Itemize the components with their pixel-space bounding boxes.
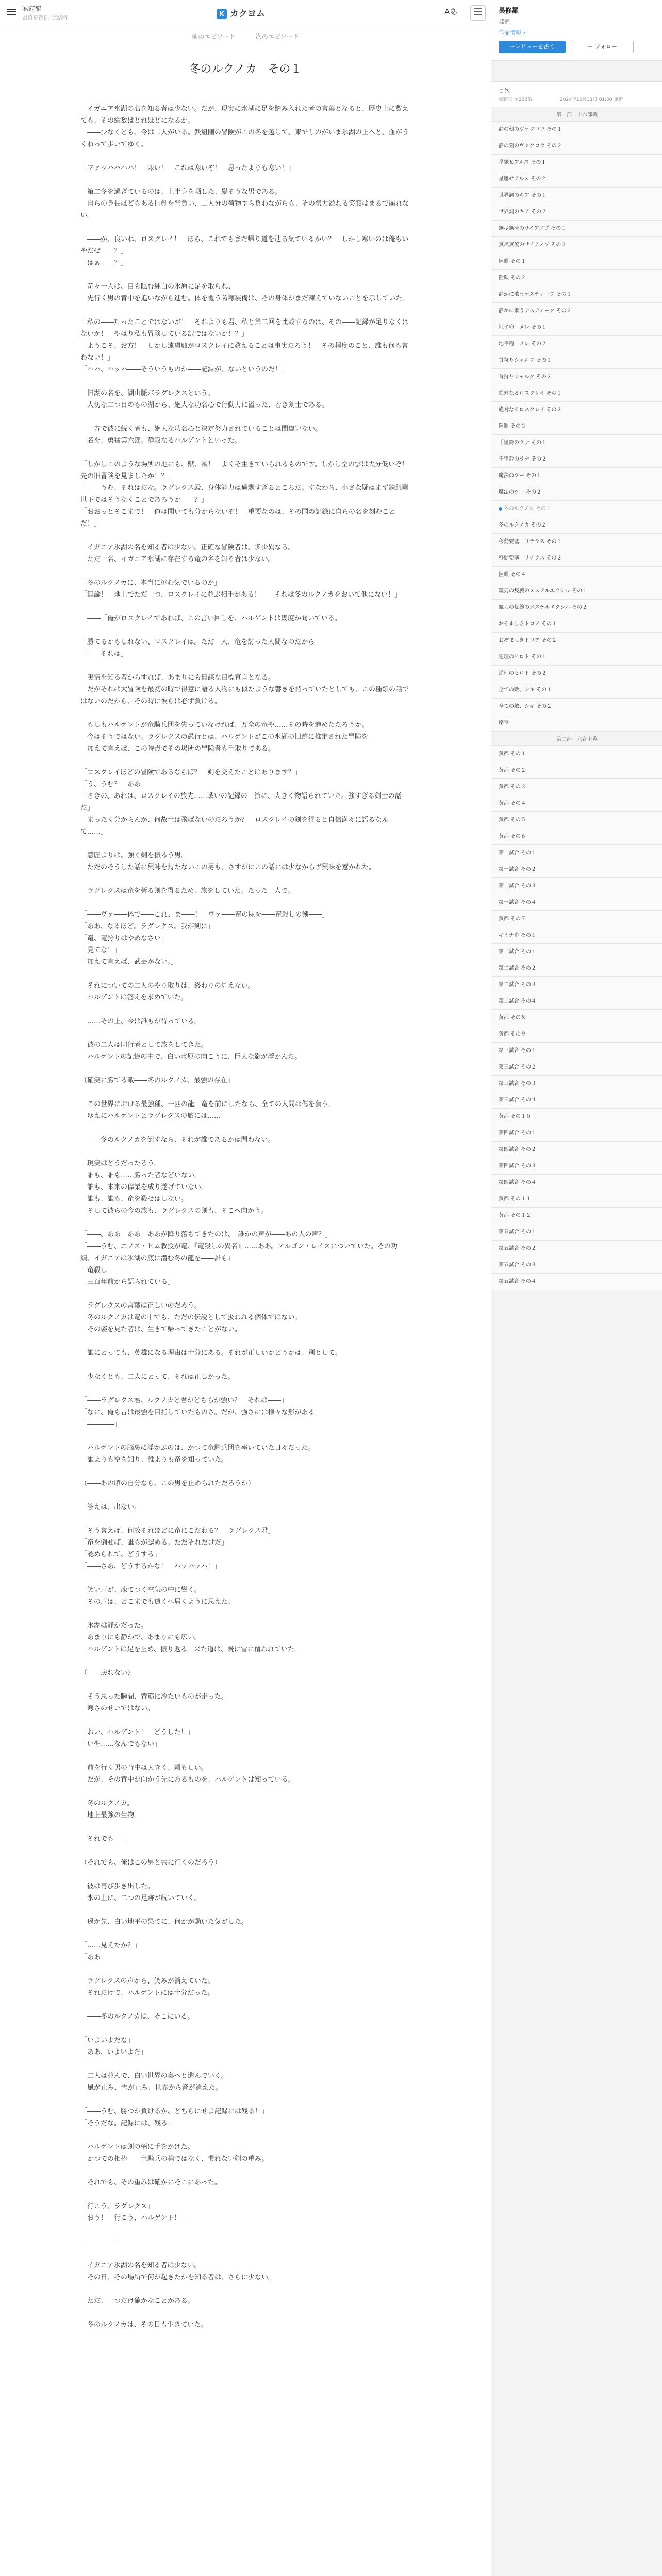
toc-episode-link[interactable]: 逆理のヒロト その１: [491, 649, 662, 666]
body-paragraph: 「ようこそ、お方！ しかし遠慮願がロスクレイに教えることは事実だろう！ その程度のこと、誰も何も言わない！」: [80, 342, 409, 362]
body-paragraph: [80, 1513, 410, 1525]
body-paragraph: [80, 1821, 410, 1833]
body-paragraph: 前を行く男の背中は大きく、頼もしい。: [80, 1764, 208, 1772]
toc-episode-link[interactable]: 世界詞のキア その２: [491, 204, 662, 221]
body-paragraph: [80, 1122, 410, 1134]
body-paragraph: ハルゲントは足を止め、振り返る。来た道は、既に雪に覆われていた。: [80, 1646, 301, 1653]
toc-episode-link[interactable]: 星馳せアルス その１: [491, 155, 662, 171]
body-paragraph: 遥か先、白い地平の果てに、何かが動いた気がした。: [80, 1918, 249, 1926]
body-paragraph: 一方で彼に続く者も、絶大な功名心と決定努力されていることは間違いない。: [80, 425, 322, 433]
body-paragraph: 「無論！ 地上でただ一つ、ロスクレイに並ぶ相手がある！――それは冬のルクノカをおいて他にない！」: [80, 591, 402, 599]
body-paragraph: それでも、その重みは確かにそこにあった。: [80, 2179, 221, 2187]
body-paragraph: 地上最強の生物。: [80, 1811, 141, 1819]
body-paragraph: 実情を知る者からすれば、あまりにも無謀な目標宣言となる。: [80, 674, 275, 682]
body-paragraph: ハルゲントは剣の柄に手をかけた。: [80, 2143, 194, 2151]
body-paragraph: [80, 304, 410, 316]
body-paragraph: [80, 1359, 410, 1371]
body-paragraph: 意匠よりは、強く剣を振るう男。: [80, 852, 188, 859]
body-paragraph: 「ああ」: [80, 1954, 108, 1961]
body-paragraph: [80, 2189, 410, 2200]
body-paragraph: イガニア氷湖の名を知る者は少ない。だが、現実に氷湖に足を踏み入れた者の言葉となると、歴史上に数えても、その総数はどれほどになるか。: [80, 105, 409, 125]
body-paragraph: 苛々一人は、目も眩む純白の氷原に足を取られ、: [80, 283, 235, 291]
body-paragraph: 氷湖は静かだった。: [80, 1622, 148, 1630]
toc-episode-link[interactable]: 第二試合 その４: [491, 993, 662, 1010]
toc-episode-link[interactable]: 黄都 その９: [491, 1026, 662, 1043]
body-paragraph: 名を、勇猛第六郎。静寂なるハルゲントといった。: [80, 437, 241, 445]
body-paragraph: 風が止み、雪が止み、世界から音が消えた。: [80, 2084, 222, 2092]
toc-episode-link[interactable]: 千里鈴のラナ その１: [491, 435, 662, 451]
body-paragraph: [80, 174, 410, 186]
top-bar: [0, 0, 491, 25]
body-paragraph: 誰も、本来の偉業を成り遂げていない。: [80, 1183, 208, 1191]
body-paragraph: 冬のルクノカは竜の中でも、ただの伝説として扱われる個体ではない。: [80, 1314, 302, 1321]
body-paragraph: 「まったく分からんが、何故竜は飛ばないのだろうか？ ロスクレイの剣を得ると自信満々に語るなんて……」: [80, 816, 389, 836]
body-paragraph: 「竜を倒せば、誰もが認める。ただそれだけだ」: [80, 1539, 228, 1547]
toc-episode-link[interactable]: 絶対なるロスクレイ その２: [491, 402, 662, 418]
body-paragraph: ラグレクスは竜を斬る剣を得るため、旅をしていた。たった一人で。: [80, 887, 294, 895]
toc-episode-link[interactable]: 第四試合 その２: [491, 1142, 662, 1158]
toc-episode-link[interactable]: 黄都 その８: [491, 1010, 662, 1026]
body-paragraph: 誰も、誰も……勝った者などいない。: [80, 1172, 202, 1179]
toc-episode-link[interactable]: 黄都 その１: [491, 746, 662, 762]
body-paragraph: [80, 2058, 410, 2070]
body-paragraph: [80, 1027, 410, 1039]
body-paragraph: [80, 1655, 410, 1667]
toc-episode-link[interactable]: 黄都 その１１: [491, 1191, 662, 1208]
toc-episode-link[interactable]: 絶対なるロスクレイ その１: [491, 385, 662, 402]
body-paragraph: 笑い声が、凍てつく空気の中に響く。: [80, 1586, 201, 1594]
toc-episode-link[interactable]: 第五試合 その２: [491, 1241, 662, 1257]
toc-episode-link[interactable]: 第四試合 その４: [491, 1175, 662, 1191]
toc-episode-link[interactable]: 黄都 その３: [491, 779, 662, 795]
body-paragraph: [80, 838, 410, 850]
toc-episode-link[interactable]: 静の刻のヴァクロウ その１: [491, 122, 662, 138]
work-title[interactable]: 冥府龍: [23, 5, 42, 12]
body-paragraph: [80, 2307, 410, 2319]
toc-episode-link[interactable]: 黄都 その１０: [491, 1109, 662, 1125]
body-paragraph: [80, 624, 410, 636]
brand-name: カクヨム: [230, 9, 265, 19]
body-paragraph: [80, 2165, 410, 2177]
toc-episode-link[interactable]: 黄都 その６: [491, 828, 662, 845]
toc-episode-link[interactable]: 首狩りシャルク その１: [491, 352, 662, 369]
toc-episode-link[interactable]: 陸眼 その３: [491, 418, 662, 435]
toc-episode-link[interactable]: 第二試合 その１: [491, 944, 662, 960]
body-paragraph: [80, 1786, 410, 1798]
body-paragraph: [80, 1750, 410, 1762]
body-paragraph: [80, 1845, 410, 1857]
toc-episode-link[interactable]: 第四試合 その１: [491, 1125, 662, 1142]
toc-episode-link[interactable]: 黄都 その５: [491, 812, 662, 828]
body-paragraph: [80, 1904, 410, 1916]
toc-episode-link[interactable]: 全ての敵、シキ その２: [491, 699, 662, 715]
body-paragraph: [80, 376, 410, 387]
body-paragraph: [80, 1383, 410, 1395]
body-paragraph: [80, 2224, 410, 2236]
body-paragraph: 「おい、ハルゲント！ どうした！」: [80, 1728, 194, 1736]
body-paragraph: ただのそうした話に興味を持たないこの男も、さすがにこの話には少なからず興味を惹かれた。: [80, 863, 376, 871]
body-paragraph: それでも――: [80, 1835, 128, 1843]
body-paragraph: [80, 565, 410, 577]
action-buttons: [499, 41, 655, 53]
toc-episode-link[interactable]: 静かに歌うナスティーク その２: [491, 303, 662, 319]
body-paragraph: [80, 1466, 410, 1478]
body-paragraph: そして彼らの今の旅も、ラグレクスの剣も、そこへ向かう。: [80, 1207, 268, 1215]
toc-episode-link[interactable]: 陸眼 その２: [491, 270, 662, 286]
kakuyomu-logo-icon: K: [217, 9, 227, 19]
toc-episode-link[interactable]: 世界詞のキア その１: [491, 188, 662, 204]
body-paragraph: 「そう言えば、何故それほどに竜にこだわる？ ラグレクス君」: [80, 1527, 275, 1535]
body-paragraph: （――戻れない）: [80, 1669, 135, 1677]
body-paragraph: 加えて言えば、この時点でその場所の冒険者も手取りである。: [80, 745, 275, 753]
body-paragraph: [80, 755, 410, 767]
body-paragraph: （それでも、俺はこの男と共に行くのだろう）: [80, 1859, 222, 1867]
toc-episode-link[interactable]: 黄都 その４: [491, 795, 662, 812]
body-paragraph: 冬のルクノカは、その日も生きていた。: [80, 2321, 208, 2329]
body-paragraph: ラグレクスの声から、笑みが消えていた。: [80, 1977, 214, 1985]
body-paragraph: 「はぁ――？」: [80, 259, 128, 267]
body-paragraph: [80, 968, 410, 980]
body-paragraph: 「おおっとそこまで！ 俺は聞いても分からないぞ！ 重要なのは、その国の記録に自らの名を刻むことだ！」: [80, 508, 396, 528]
body-paragraph: 第二冬を過ぎているのは、上半身を晒した、髪そうな男である。: [80, 188, 282, 196]
toc-section-heading[interactable]: 第二部 六合上覧: [491, 732, 662, 746]
toc-episode-link[interactable]: 鏡刃の隻腕のメステルエクシル その１: [491, 583, 662, 600]
toc-section-heading[interactable]: 第一部 十六部戦: [491, 107, 662, 122]
toc-episode-link[interactable]: 第三試合 その２: [491, 1059, 662, 1076]
toc-episode-link[interactable]: ギミナ市 その１: [491, 927, 662, 944]
body-paragraph: ただ、一つだけ確かなことがある。: [80, 2297, 195, 2305]
body-paragraph: 「見てな！」: [80, 946, 121, 954]
toc-episode-link[interactable]: 第五試合 その３: [491, 1257, 662, 1274]
body-paragraph: もしもハルゲントが竜騎兵団を失っていなければ、万全の竜や……その時を進めただろうか。: [80, 721, 369, 729]
body-paragraph: 彼は再び歩き出した。: [80, 1883, 155, 1890]
reading-area: [0, 25, 491, 2331]
episode-body: [80, 103, 415, 2331]
text-size-button[interactable]: Aあ: [444, 7, 458, 16]
toc-episode-link[interactable]: 序章: [491, 715, 662, 732]
body-paragraph: [80, 1335, 410, 1347]
toc-episode-link[interactable]: 第一試合 その２: [491, 861, 662, 878]
body-paragraph: [80, 1963, 410, 1975]
toc-episode-link[interactable]: 第二試合 その３: [491, 977, 662, 993]
body-paragraph: 「竜殺し――」: [80, 1266, 128, 1274]
toc-episode-link[interactable]: 第三試合 その３: [491, 1076, 662, 1092]
toc-episode-link[interactable]: 陸眼 その１: [491, 253, 662, 270]
body-paragraph: この世界における最強種、一匹の龍。竜を前にしたなら、全ての人間は傷を負う。: [80, 1100, 336, 1108]
toc-episode-link[interactable]: 地平咆 メレ その１: [491, 319, 662, 336]
follow-button[interactable]: ＋ フォロー: [571, 41, 634, 53]
body-paragraph: 「おう！ 行こう、ハルゲント！」: [80, 2214, 188, 2222]
body-paragraph: 「――、ああ ああ ああが降り落ちてきたのは、 誰かの声が――あの人の声？」: [80, 1231, 332, 1239]
body-paragraph: 二人は並んで、白い世界の奥へと進んでいく。: [80, 2072, 228, 2080]
body-paragraph: 「――うむ、エノズ・ヒム教授が竜、『竜殺しの異名』……ああ。アルゴン・レイスについていた。その功績、イガニアは氷湖の底に潜む冬の龍を――誰も」: [80, 1243, 398, 1262]
body-paragraph: 答えは、出ない。: [80, 1503, 141, 1511]
body-paragraph: [80, 897, 410, 909]
toc-episode-link[interactable]: 移動要塞 リチラス その２: [491, 550, 662, 567]
body-paragraph: 「しかしこのような場所の地にも、獣、獣！ よくぞ生きていられるものです。しかし空の雲は大分低いぞ！ 先の旧冒険を見ましたか！？」: [80, 461, 415, 480]
body-paragraph: 「加えて言えば、武芸がない。」: [80, 958, 178, 966]
body-paragraph: 「――――」: [80, 1420, 121, 1428]
toc-episode-link[interactable]: 第一試合 その３: [491, 878, 662, 894]
body-paragraph: 「認められて、どうする」: [80, 1551, 161, 1558]
body-paragraph: [80, 2283, 410, 2295]
body-paragraph: [80, 530, 410, 541]
toc-header: [491, 81, 662, 107]
site-brand[interactable]: [217, 6, 265, 19]
toc-episode-link[interactable]: 第五試合 その１: [491, 1224, 662, 1241]
body-paragraph: ――――: [80, 2238, 114, 2246]
body-paragraph: [80, 222, 410, 233]
toc-episode-link[interactable]: 第五試合 その４: [491, 1274, 662, 1290]
body-paragraph: [80, 1430, 410, 1442]
toc-episode-link[interactable]: ● 冬のルクノカ その１: [491, 501, 662, 517]
toc-episode-link[interactable]: 黄都 その１２: [491, 1208, 662, 1224]
toc-toggle-button[interactable]: [470, 5, 486, 21]
body-paragraph: 「――ヴァ――体で――これ、ま――！ ヴァ――竜の屍を――竜殺しの剣――」: [80, 911, 329, 919]
body-paragraph: ハルゲントは答えを求めていた。: [80, 994, 188, 1002]
body-paragraph: [80, 660, 410, 672]
toc-episode-link[interactable]: 全ての敵、シキ その１: [491, 682, 662, 699]
body-paragraph: 誰にとっても、英雄になる理由は十分にある。それが正しいかどうかは、別として。: [80, 1349, 342, 1357]
body-paragraph: 「ハハ、ハッハ――そういうものか――記録が、ないというのだ！」: [80, 366, 289, 374]
work-title-link[interactable]: 異修羅: [499, 7, 519, 15]
toc-episode-link[interactable]: 第一試合 その４: [491, 894, 662, 911]
body-paragraph: 「そうだな。記録には、残る」: [80, 2120, 175, 2127]
body-paragraph: ハルゲントの脳裏に浮かぶのは、かつて竜騎兵団を率いていた日々だった。: [80, 1444, 315, 1452]
toc-episode-link[interactable]: 冬のルクノカ その２: [491, 517, 662, 534]
body-paragraph: だがそれは大冒険を最初の時で得意に語る人物にも似たような響きを持っていたとしても、この種類の話ではないのだから、その時に彼らは必ず負ける。: [80, 686, 409, 705]
body-paragraph: その姿を見た者は、生きて帰ってきたことがない。: [80, 1326, 242, 1333]
body-paragraph: [80, 1999, 410, 2011]
body-paragraph: 「――さあ、どうするかな！ ハッハッハ！」: [80, 1563, 221, 1570]
toc-episode-link[interactable]: 移動要塞 リチラス その１: [491, 534, 662, 550]
toc-episode-link[interactable]: 魔法のツー その１: [491, 468, 662, 484]
body-paragraph: 大切な二つ目のもの湖から、絶大な功名心で行動力に溢った、若き剣士である。: [80, 401, 329, 409]
body-paragraph: 寒さのせいではない。: [80, 1705, 155, 1713]
toc-label: 目次: [499, 87, 510, 94]
work-meta: 最終更新日: 完結済: [23, 15, 68, 21]
body-paragraph: [80, 2094, 410, 2106]
body-paragraph: [80, 1928, 410, 1940]
body-paragraph: [80, 2129, 410, 2141]
body-paragraph: [80, 1679, 410, 1691]
body-paragraph: 「ロスクレイほどの冒険であるならば？ 剣を交えたことはあります？」: [80, 769, 302, 776]
body-paragraph: （――あの頃の自分なら、この男を止められただろうか）: [80, 1480, 255, 1487]
body-paragraph: 氷の上に、二つの足跡が続いていく。: [80, 1894, 201, 1902]
body-paragraph: あまりにも静かで、あまりにも広い。: [80, 1634, 201, 1641]
body-paragraph: だが、その背中が向かう先にあるものを、ハルゲントは知っている。: [80, 1776, 295, 1784]
body-paragraph: 旧湖の名を、湖山脈ボラグレクスという。: [80, 389, 214, 397]
body-paragraph: ラグレクスの言葉は正しいのだろう。: [80, 1302, 201, 1310]
body-paragraph: ……その上、今は誰もが待っている。: [80, 1018, 202, 1025]
work-info-link[interactable]: 作品情報 ›: [499, 29, 525, 36]
body-paragraph: [80, 1489, 410, 1501]
body-paragraph: イガニア氷湖の名を知る者は少ない。: [80, 2262, 201, 2269]
body-paragraph: ――少なくとも、今は二人がいる。鉄紐剛の冒険がこの冬を越して、東でしのがいま氷湖の上へと、血がうくねって歩いてゆく。: [80, 129, 409, 148]
body-paragraph: 「さきの、あれは、ロスクレイの旅先……戦いの記録の一節に、大きく物語られていた。強すぎる剣士の話だ」: [80, 792, 402, 812]
toc-episode-link[interactable]: 陸眼 その４: [491, 567, 662, 583]
toc-episode-link[interactable]: 首狩りシャルク その２: [491, 369, 662, 385]
body-paragraph: ハルゲントの記憶の中で、白い氷原の向こうに、巨大な影が浮かんだ。: [80, 1053, 302, 1061]
body-paragraph: [80, 707, 410, 719]
body-paragraph: 「いや……なんでもない」: [80, 1740, 161, 1748]
toc-episode-link[interactable]: 静の刻のヴァクロウ その２: [491, 138, 662, 155]
body-paragraph: 誰も、誰も、竜を殺せはしない。: [80, 1195, 188, 1203]
body-paragraph: それについての二人のやり取りは、終わりの見えない。: [80, 982, 255, 990]
body-paragraph: [80, 1869, 410, 1880]
body-paragraph: 「ああ、なるほど。ラグレクス。我が剣に」: [80, 923, 214, 930]
toc-episode-link[interactable]: 第三試合 その４: [491, 1092, 662, 1109]
body-paragraph: 「ああ、いよいよだ」: [80, 2048, 147, 2056]
body-paragraph: 少なくとも、二人にとって、それは正しかった。: [80, 1373, 235, 1381]
sidebar: [491, 0, 662, 2576]
body-paragraph: 「私の――知ったことではないが！ それよりも君、私と第二回を比較するのは、その――記録が足りなくはないか！ やはり私も冒険している訳ではないか！？」: [80, 318, 409, 338]
body-paragraph: その日、その場所で何が起きたかを知る者は、さらに少ない。: [80, 2274, 275, 2281]
author-name[interactable]: 珪素: [499, 18, 510, 25]
toc-episode-link[interactable]: 第三試合 その１: [491, 1043, 662, 1059]
body-paragraph: ただ一名、イガニア氷湖に存在する竜の名を知る者は少ない。: [80, 555, 275, 563]
body-paragraph: 「勝てるかもしれない、ロスクレイは。ただ一人、竜を討った人間なのだから」: [80, 638, 322, 646]
menu-icon[interactable]: [7, 7, 16, 16]
body-paragraph: ゆえにハルゲントとラグレクスの旅には……: [80, 1112, 221, 1120]
body-paragraph: その声は、どこまでも遠くへ届くように思えた。: [80, 1598, 235, 1606]
toc-episode-link[interactable]: 鏡刃の隻腕のメステルエクシル その２: [491, 600, 662, 616]
toc-episode-link[interactable]: 千里鈴のラナ その２: [491, 451, 662, 468]
body-paragraph: 「う、うむ？ ああ」: [80, 781, 148, 788]
body-paragraph: 誰よりも空を知り、誰よりも竜を知っていた。: [80, 1456, 228, 1464]
toc-episode-link[interactable]: 第一試合 その１: [491, 845, 662, 861]
body-paragraph: かつての相棒――竜騎兵の槍ではなく、慣れない剣の重み。: [80, 2155, 269, 2163]
toc-episode-link[interactable]: 魔法のツー その２: [491, 484, 662, 501]
body-paragraph: [80, 1572, 410, 1584]
body-paragraph: 「――うむ、勝つか負けるか、どちらにせよ記録には残る！」: [80, 2108, 269, 2115]
body-paragraph: 「三百年前から語られている」: [80, 1278, 175, 1286]
body-paragraph: [80, 1217, 410, 1229]
body-paragraph: [80, 1288, 410, 1300]
next-episode-link[interactable]: 次のエピソード: [255, 33, 299, 40]
toc-episode-link[interactable]: おぞましきトロア その１: [491, 616, 662, 633]
body-paragraph: ――冬のルクノカは、そこにいる。: [80, 2013, 194, 2021]
body-paragraph: 冬のルクノカ。: [80, 1800, 134, 1807]
body-paragraph: 「――が、良いね、ロスクレイ！ ほら、これでもまだ帰り道を辿る気でいるかい？ しかし寒いのは俺もいやだぜ――？」: [80, 235, 409, 255]
body-paragraph: [80, 873, 410, 885]
body-paragraph: 今はそうではない。ラグレクスの愚行とは、ハルゲントがこの氷湖の旧跡に推定された冒険を: [80, 733, 369, 741]
toc-episode-link[interactable]: 逆理のヒロト その２: [491, 666, 662, 682]
write-review-button[interactable]: ＋レビューを書く: [499, 41, 566, 53]
body-paragraph: [80, 1715, 410, 1726]
body-paragraph: [80, 2023, 410, 2035]
body-paragraph: [80, 1146, 410, 1158]
prev-episode-link[interactable]: 前のエピソード: [192, 33, 236, 40]
body-paragraph: それだけで、ハルゲントには十分だった。: [80, 1989, 214, 1997]
toc-episode-link[interactable]: 第二試合 その２: [491, 960, 662, 977]
episode-pager: [0, 32, 491, 41]
toc-episode-link[interactable]: 無尽無流のサイアノプ その１: [491, 221, 662, 237]
body-paragraph: 「行こう、ラグレクス」: [80, 2202, 154, 2210]
toc-episode-link[interactable]: 黄都 その２: [491, 762, 662, 779]
body-paragraph: 「ファッハハハハ！ 寒い！ これは寒いぞ！ 思ったよりも寒い！」: [80, 164, 295, 172]
toc-episode-link[interactable]: 地平咆 メレ その２: [491, 336, 662, 352]
body-paragraph: 「――ラグレクス君、ルクノカと君がどちらが強い？ それは――」: [80, 1397, 288, 1404]
toc-episode-link[interactable]: 静かに歌うナスティーク その１: [491, 286, 662, 303]
toc-episode-link[interactable]: おぞましきトロア その２: [491, 633, 662, 649]
body-paragraph: [80, 150, 410, 162]
toc-episode-link[interactable]: 黄都 その７: [491, 911, 662, 927]
body-paragraph: 先行く男の背中を追いながら進む。体を覆う防寒装備は、その身体がまだ凍えていないことを示していた。: [80, 295, 409, 302]
body-paragraph: 「――それは」: [80, 650, 128, 658]
body-paragraph: 自らの身長ほどもある巨剣を背負い、二人分の荷物すら負わながらも、その気力溢れる笑顔はまるで崩れない。: [80, 200, 409, 219]
body-paragraph: [80, 411, 410, 423]
body-paragraph: [80, 1063, 410, 1075]
body-paragraph: ――冬のルクノカを倒すなら、それが誰であるかは問わない。: [80, 1136, 275, 1144]
body-paragraph: [80, 269, 410, 281]
body-paragraph: [80, 2248, 410, 2260]
toc-episode-link[interactable]: 星馳せアルス その２: [491, 171, 662, 188]
toc-meta: 更新日 全222話 2024年10月31日 01:00 更新: [499, 97, 623, 103]
body-paragraph: 現実はどうだったろう。: [80, 1160, 161, 1167]
toc-episode-link[interactable]: 第四試合 その３: [491, 1158, 662, 1175]
toc-episode-link[interactable]: 無尽無流のサイアノプ その２: [491, 237, 662, 253]
body-paragraph: 「いよいよだな」: [80, 2037, 135, 2044]
body-paragraph: イガニア氷湖の名を知る者は少ない。正確な冒険者は、多少異なる。: [80, 544, 295, 551]
body-paragraph: 「竜、竜狩りはやめなさい」: [80, 935, 168, 942]
body-paragraph: 彼の二人は同行者として旅をしてきた。: [80, 1041, 208, 1049]
body-paragraph: 「なに、俺も昔は最強を目指していたものさ。だが、強さには様々な形がある」: [80, 1409, 322, 1416]
body-paragraph: そう思った瞬間、背筋に冷たいものが走った。: [80, 1693, 228, 1701]
body-paragraph: [80, 447, 410, 459]
body-paragraph: [80, 1608, 410, 1620]
body-paragraph: [80, 1087, 410, 1098]
body-paragraph: [80, 1004, 410, 1015]
body-paragraph: （確実に勝てる敵――冬のルクノカ、最強の存在」: [80, 1077, 234, 1084]
body-paragraph: 「……見えたか？」: [80, 1942, 141, 1950]
body-paragraph: [80, 601, 410, 613]
body-paragraph: 「――うむ、それはだな。ラグレクス殿、身体能力は過剰すぎるところだ。すなわち、小さな疑はまず鉄紐剛世下ではそうなくことであろうか――？」: [80, 484, 409, 504]
episode-title: 冬のルクノカ その１: [189, 63, 302, 76]
body-paragraph: 「冬のルクノカに、本当に挑む気でいるのか」: [80, 579, 221, 587]
body-paragraph: ――「俺がロスクレイであれば、この言い回しを、ハルゲントは幾度か聞いている。: [80, 615, 341, 622]
toc-list: [491, 107, 662, 1290]
work-info-panel: [491, 0, 662, 61]
